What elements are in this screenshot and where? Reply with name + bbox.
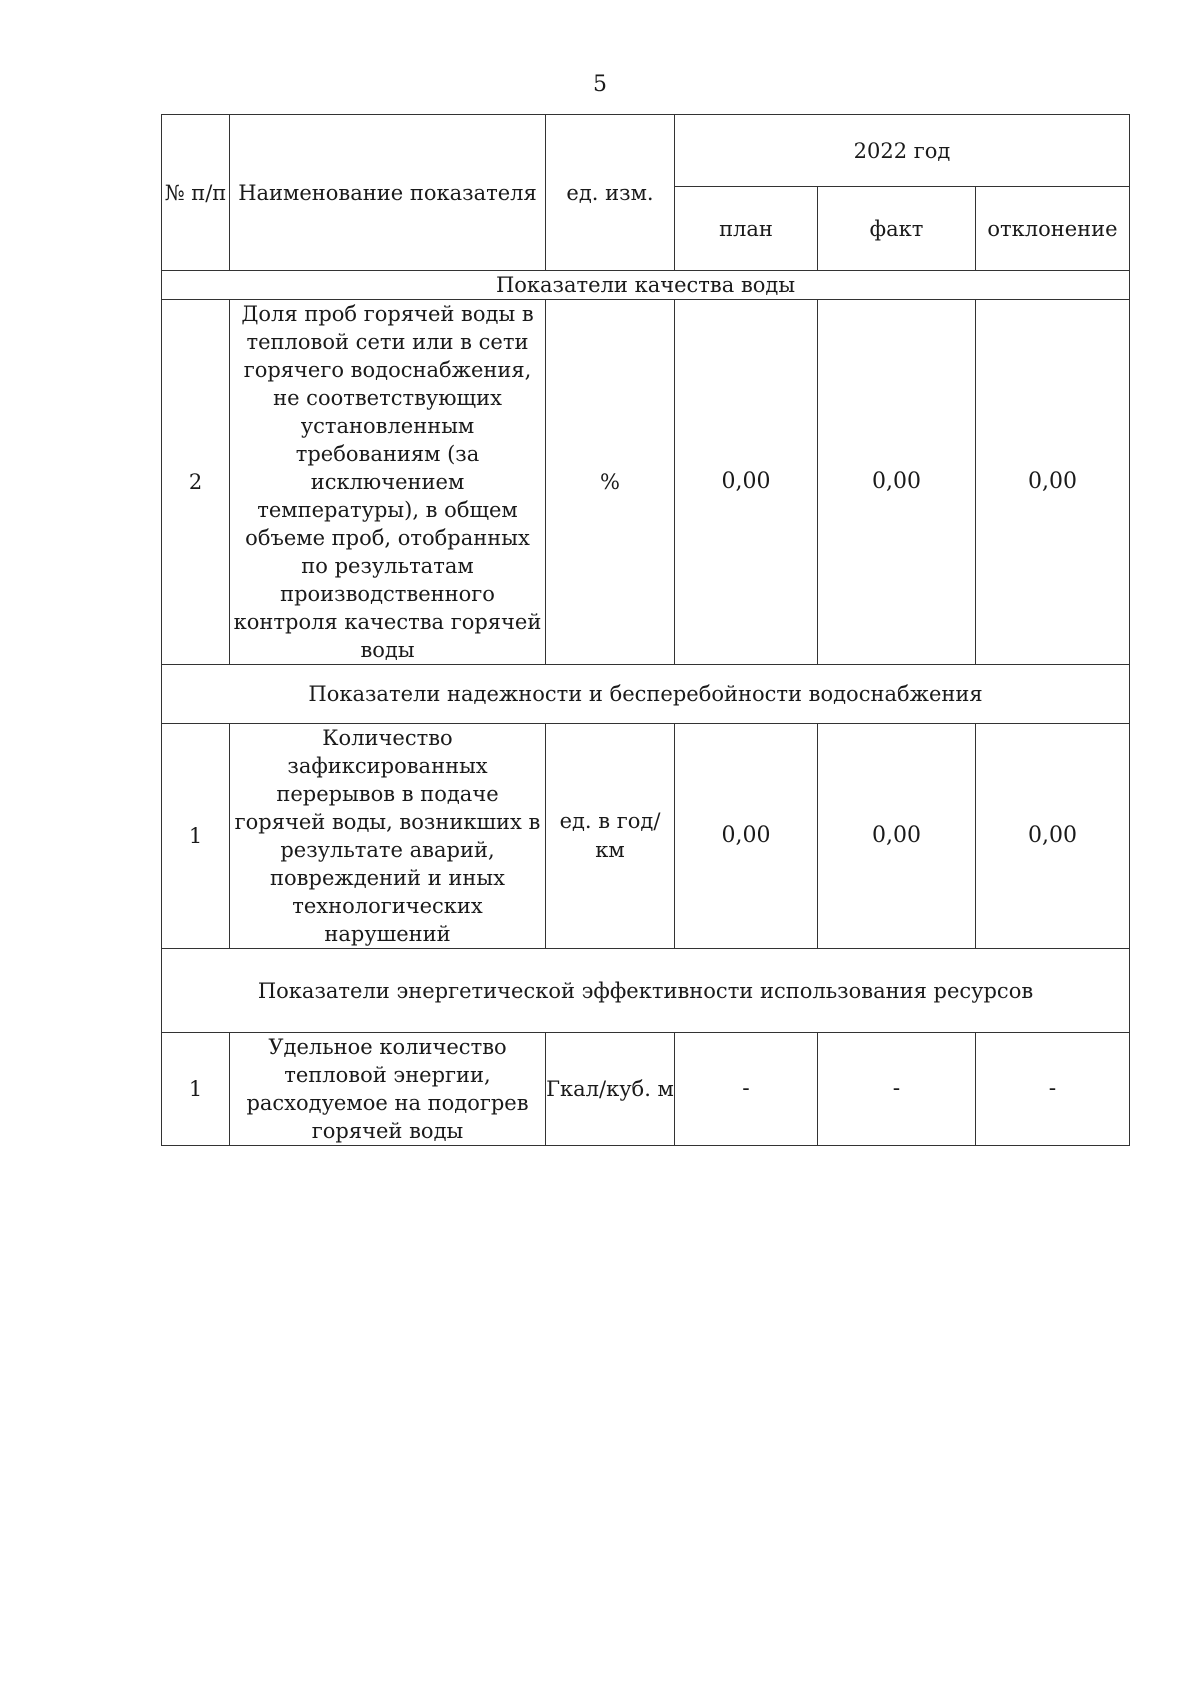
table-row bbox=[162, 1033, 1130, 1146]
page-number: 5 bbox=[593, 72, 607, 97]
row-unit: Гкал/куб. м bbox=[546, 1033, 675, 1146]
header-name: Наименование показателя bbox=[230, 115, 546, 271]
row-name: Количество зафиксированных перерывов в подаче горячей воды, возникших в результате аварий, повреждений и иных технологических нарушений bbox=[230, 724, 546, 949]
row-unit: % bbox=[546, 300, 675, 665]
row-num: 2 bbox=[162, 300, 230, 665]
row-fact: 0,00 bbox=[818, 300, 976, 665]
row-plan: 0,00 bbox=[675, 724, 818, 949]
section-title: Показатели надежности и бесперебойности водоснабжения bbox=[162, 665, 1130, 724]
header-deviation: отклонение bbox=[976, 187, 1130, 271]
row-deviation: - bbox=[976, 1033, 1130, 1146]
row-fact: 0,00 bbox=[818, 724, 976, 949]
section-title: Показатели энергетической эффективности использования ресурсов bbox=[162, 949, 1130, 1033]
row-num: 1 bbox=[162, 1033, 230, 1146]
row-plan: 0,00 bbox=[675, 300, 818, 665]
header-num: № п/п bbox=[162, 115, 230, 271]
header-year: 2022 год bbox=[675, 115, 1130, 187]
header-fact: факт bbox=[818, 187, 976, 271]
row-unit: ед. в год/ км bbox=[546, 724, 675, 949]
row-deviation: 0,00 bbox=[976, 300, 1130, 665]
section-title: Показатели качества воды bbox=[162, 271, 1130, 300]
section-header-row bbox=[162, 271, 1130, 300]
row-fact: - bbox=[818, 1033, 976, 1146]
indicators-table bbox=[161, 114, 1130, 1146]
table-row bbox=[162, 300, 1130, 665]
header-plan: план bbox=[675, 187, 818, 271]
row-deviation: 0,00 bbox=[976, 724, 1130, 949]
table-row bbox=[162, 724, 1130, 949]
row-plan: - bbox=[675, 1033, 818, 1146]
section-header-row bbox=[162, 665, 1130, 724]
row-name: Удельное количество тепловой энергии, расходуемое на подогрев горячей воды bbox=[230, 1033, 546, 1146]
header-unit: ед. изм. bbox=[546, 115, 675, 271]
row-num: 1 bbox=[162, 724, 230, 949]
header-row-top bbox=[162, 115, 1130, 187]
section-header-row bbox=[162, 949, 1130, 1033]
row-name: Доля проб горячей воды в тепловой сети или в сети горячего водоснабжения, не соответствующих установленным требованиям (за исключением температуры), в общем объеме проб, отобранных по результатам производственного контроля качества горячей воды bbox=[230, 300, 546, 665]
